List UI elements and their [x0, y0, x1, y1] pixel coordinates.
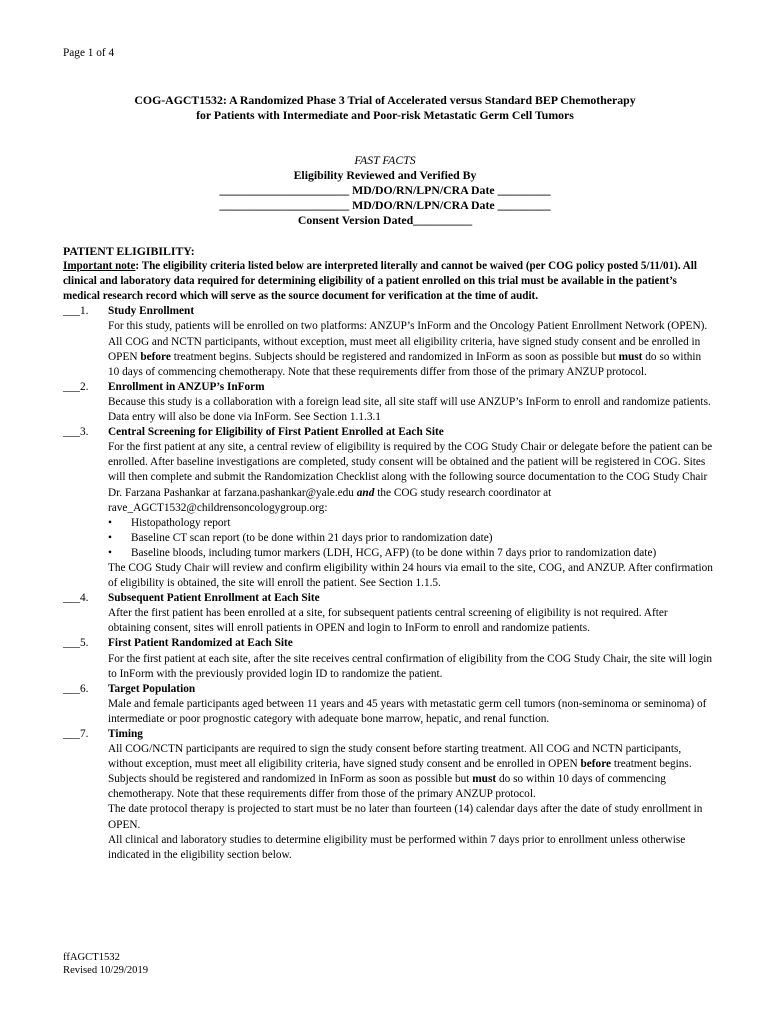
- important-note-text: : The eligibility criteria listed below are interpreted literally and cannot be waived (per COG policy posted 5/11/01). All clinical and laboratory data required for determining eligibility of a patient enrolled on this trial must be available in the patient’s medical research record which will serve as the source document for verification at the time of audit.: [63, 260, 697, 303]
- criterion-text: The date protocol therapy is projected to start must be no later than fourteen (14) calendar days after the date of study enrollment in OPEN.: [108, 803, 703, 831]
- bullet-text: Baseline bloods, including tumor markers (LDH, HCG, AFP) (to be done within 7 days prior to randomization date): [131, 546, 657, 559]
- criterion-checkbox-line: ___6.: [63, 682, 89, 695]
- page-footer: [63, 951, 148, 977]
- text-run: the COG study research coordinator at rave_AGCT1532@childrensoncologygroup.org:: [108, 486, 552, 514]
- text-run: treatment begins. Subjects should be registered and randomized in InForm as soon as possible but: [170, 350, 619, 363]
- bullet-text: Histopathology report: [131, 516, 231, 529]
- bold-run: before: [140, 350, 171, 363]
- fast-facts-heading: FAST FACTS: [354, 153, 416, 167]
- bullet-icon: •: [108, 546, 112, 559]
- eligibility-verified-label: Eligibility Reviewed and Verified By: [293, 168, 477, 182]
- criterion-checkbox-line: ___4.: [63, 592, 89, 605]
- criterion-checkbox-line: ___1.: [63, 305, 89, 318]
- fast-facts-block: [63, 153, 707, 228]
- text-run: do so within 10 days of commencing chemotherapy. Note that these requirements differ from those of the primary ANZUP protocol.: [108, 773, 666, 801]
- bullet-item: [108, 546, 713, 561]
- consent-version-line: Consent Version Dated__________: [297, 213, 473, 227]
- criterion-checkbox-line: ___2.: [63, 380, 89, 393]
- text-run: do so within 10 days of commencing chemotherapy. Note that these requirements differ from those of the primary ANZUP protocol.: [108, 350, 702, 378]
- important-note-label: Important note: [63, 260, 136, 273]
- criterion-checkbox-line: ___3.: [63, 426, 89, 439]
- footer-doc-id: ffAGCT1532: [63, 952, 120, 963]
- criterion-7: [63, 727, 713, 863]
- criterion-checkbox-line: ___5.: [63, 637, 89, 650]
- eligibility-heading: PATIENT ELIGIBILITY:: [63, 244, 195, 258]
- criterion-text: [108, 742, 713, 802]
- bullet-icon: •: [108, 516, 112, 529]
- criterion-5: [63, 636, 713, 681]
- signature-line-2: ______________________ MD/DO/RN/LPN/CRA Date _________: [219, 198, 551, 212]
- document-title: [63, 93, 707, 123]
- page-number: Page 1 of 4: [63, 47, 115, 59]
- text-run: treatment begins. Subjects should be registered and randomized in InForm as soon as possible but: [108, 758, 692, 786]
- text-run: For the first patient at any site, a central review of eligibility is required by the COG Study Chair or delegate before the patient can be enrolled. After baseline investigations are completed, study consent will be obtained and the patient will be registered in COG. Sites will then complete and submit the Randomization Checklist along with the following source documentation to the COG Study Chair Dr. Farzana Pashankar at farzana.pashankar@yale.edu: [108, 441, 713, 499]
- criterion-text: Male and female participants aged between 11 years and 45 years with metastatic germ cell tumors (non-seminoma or seminoma) of intermediate or poor prognostic category with adequate bone marrow, hepatic, and renal function.: [108, 697, 707, 725]
- bullet-item: [108, 516, 713, 531]
- criterion-6: [63, 682, 713, 727]
- bold-italic-run: and: [356, 486, 375, 499]
- criterion-text: After the first patient has been enrolled at a site, for subsequent patients central screening of eligibility is not required. After obtaining consent, sites will enroll patients in OPEN and login to InForm to enroll and randomize patients.: [108, 607, 668, 635]
- footer-revised-date: Revised 10/29/2019: [63, 965, 149, 976]
- criterion-1: [63, 304, 713, 379]
- criterion-heading: Subsequent Patient Enrollment at Each Site: [108, 592, 320, 605]
- bold-run: before: [580, 758, 612, 771]
- criterion-text: For the first patient at each site, after the site receives central confirmation of eligibility from the COG Study Chair, the site will login to InForm with the previously provided login ID to randomize the patient.: [108, 652, 713, 680]
- criterion-text: [108, 440, 713, 515]
- important-note: [63, 259, 713, 304]
- criterion-text: Because this study is a collaboration with a foreign lead site, all site staff will use ANZUP’s InForm to enroll and randomize patients. Data entry will also be done via InForm. See Section 1.1.3.1: [108, 395, 711, 424]
- criterion-heading: Central Screening for Eligibility of First Patient Enrolled at Each Site: [108, 426, 444, 439]
- eligibility-section: [63, 244, 713, 863]
- title-line-2: for Patients with Intermediate and Poor-risk Metastatic Germ Cell Tumors: [196, 108, 574, 122]
- bold-run: must: [618, 350, 643, 363]
- bold-run: must: [472, 773, 497, 786]
- bullet-text: Baseline CT scan report (to be done within 21 days prior to randomization date): [131, 531, 493, 544]
- text-run: For this study, patients will be enrolled on two platforms: ANZUP’s InForm and the Oncology Patient Enrollment Network (OPEN). All COG and NCTN participants, without exception, must meet all eligibility criteria, have signed study consent and be enrolled in OPEN: [108, 320, 708, 363]
- bullet-item: [108, 531, 713, 546]
- signature-line-1: ______________________ MD/DO/RN/LPN/CRA Date _________: [219, 183, 551, 197]
- bullet-icon: •: [108, 531, 112, 544]
- criterion-heading: Target Population: [108, 682, 196, 695]
- criterion-heading: Enrollment in ANZUP’s InForm: [108, 380, 265, 393]
- criterion-3: [63, 425, 713, 591]
- criterion-4: [63, 591, 713, 636]
- criterion-text: [108, 319, 713, 379]
- criterion-2: [63, 380, 713, 425]
- text-run: All COG/NCTN participants are required to sign the study consent before starting treatment. All COG and NCTN participants, without exception, must meet all eligibility criteria, have signed study consent and be enrolled in OPEN: [108, 743, 682, 771]
- title-line-1: COG-AGCT1532: A Randomized Phase 3 Trial of Accelerated versus Standard BEP Chemotherapy: [134, 93, 636, 107]
- criterion-checkbox-line: ___7.: [63, 728, 89, 740]
- criterion-heading: Study Enrollment: [108, 305, 195, 318]
- criterion-heading: First Patient Randomized at Each Site: [108, 637, 293, 650]
- criterion-text: All clinical and laboratory studies to determine eligibility must be performed within 7 days prior to enrollment unless otherwise indicated in the eligibility section below.: [108, 833, 686, 861]
- criterion-heading: Timing: [108, 728, 143, 740]
- criterion-text: The COG Study Chair will review and confirm eligibility within 24 hours via email to the site, COG, and ANZUP. After confirmation of eligibility is obtained, the site will enroll the patient. See Section 1.1.5.: [108, 561, 713, 590]
